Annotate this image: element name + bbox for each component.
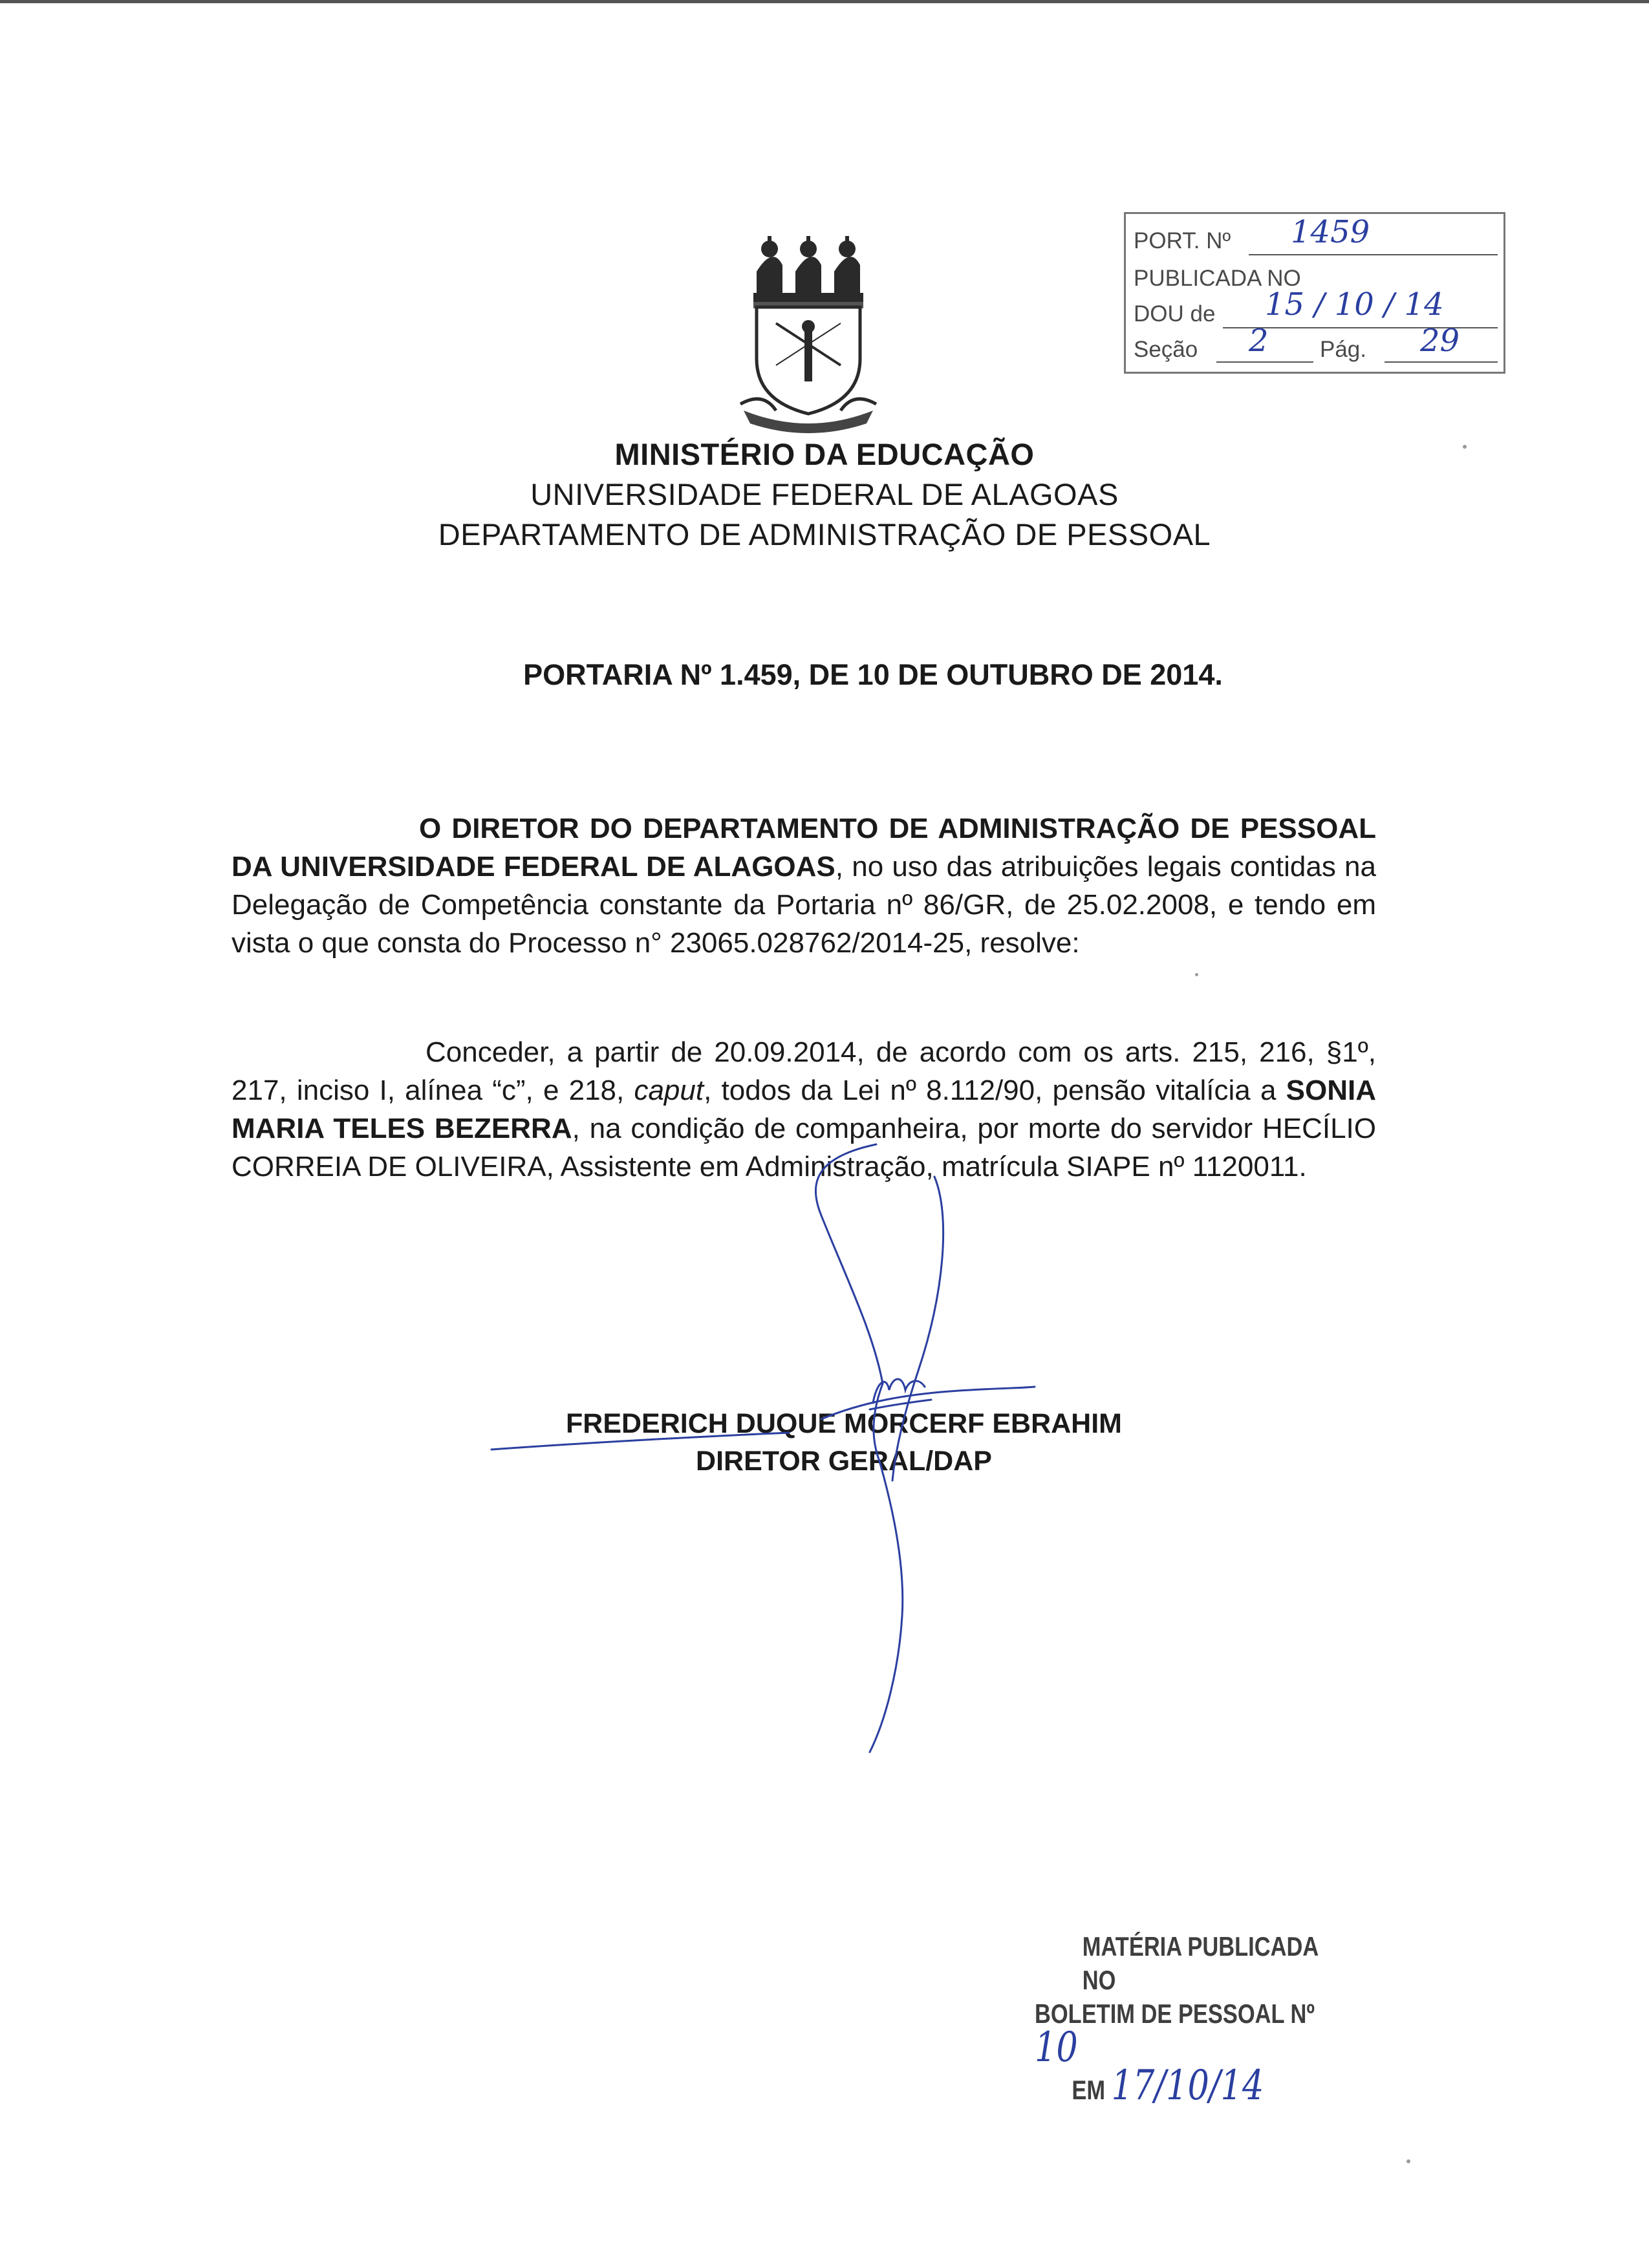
preamble-paragraph: [232, 809, 1376, 962]
signatory-role: DIRETOR GERAL/DAP: [696, 1446, 992, 1477]
dou-label: DOU de: [1134, 301, 1216, 326]
resolution-text: , na condição de companheira, por morte do servidor HECÍLIO CORREIA DE OLIVEIRA, Assistente em Administração, matrícula SIAPE nº 1120011.: [232, 1113, 1376, 1182]
department-name: DEPARTAMENTO DE ADMINISTRAÇÃO DE PESSOAL: [438, 517, 1211, 551]
dou-date: 15 / 10 / 14: [1265, 286, 1444, 323]
bulletin-stamp: [1035, 1930, 1331, 2110]
scan-speck: [1406, 2159, 1410, 2163]
port-label: PORT. Nº: [1134, 228, 1231, 253]
section-label: Seção: [1134, 337, 1198, 362]
document-title: PORTARIA Nº 1.459, DE 10 DE OUTUBRO DE 2014.: [523, 658, 1223, 691]
authority-name: O DIRETOR DO DEPARTAMENTO DE ADMINISTRAÇÃO DE PESSOAL DA UNIVERSIDADE FEDERAL DE ALAGOAS: [232, 813, 1376, 883]
signatory-block: [0, 1405, 1649, 1480]
underline: [1216, 361, 1313, 363]
ministry-name: MINISTÉRIO DA EDUCAÇÃO: [614, 437, 1035, 471]
port-number: 1459: [1291, 214, 1370, 250]
bulletin-date: 17/10/14: [1111, 2062, 1264, 2110]
publication-stamp: [1124, 212, 1505, 374]
preamble-text: , no uso das atribuições legais contidas na Delegação de Competência constante da Portaria nº 86/GR, de 25.02.2008, e tendo em vista o que consta do Processo n° 23065.028762/2014-25, resolve:: [232, 851, 1376, 959]
signatory-name: FREDERICH DUQUE MORCERF EBRAHIM: [566, 1408, 1122, 1439]
resolution-paragraph: [232, 1033, 1376, 1186]
document-header: [0, 434, 1649, 555]
underline: [1385, 361, 1498, 363]
bulletin-number: 10: [1035, 2024, 1078, 2071]
bulletin-line1: MATÉRIA PUBLICADA NO: [1082, 1931, 1318, 1995]
published-label: PUBLICADA NO: [1134, 266, 1301, 291]
caput-term: caput: [634, 1075, 704, 1106]
scan-edge: [0, 0, 1649, 3]
section-number: 2: [1249, 323, 1269, 359]
beneficiary-name: SONIA MARIA TELES BEZERRA: [232, 1075, 1376, 1144]
page-label: Pág.: [1320, 337, 1366, 362]
bulletin-number-label: BOLETIM DE PESSOAL Nº: [1035, 1998, 1315, 2029]
university-name: UNIVERSIDADE FEDERAL DE ALAGOAS: [530, 477, 1119, 511]
underline: [1249, 254, 1498, 255]
university-crest-icon: [737, 217, 879, 436]
resolution-text: , todos da Lei nº 8.112/90, pensão vitalícia a: [704, 1075, 1286, 1106]
page-number: 29: [1420, 323, 1460, 359]
bulletin-date-label: EM: [1072, 2075, 1106, 2105]
scan-speck: [1195, 973, 1198, 976]
resolution-text: Conceder, a partir de 20.09.2014, de acordo com os arts. 215, 216, §1º, 217, inciso I, alínea “c”, e 218,: [232, 1036, 1376, 1106]
